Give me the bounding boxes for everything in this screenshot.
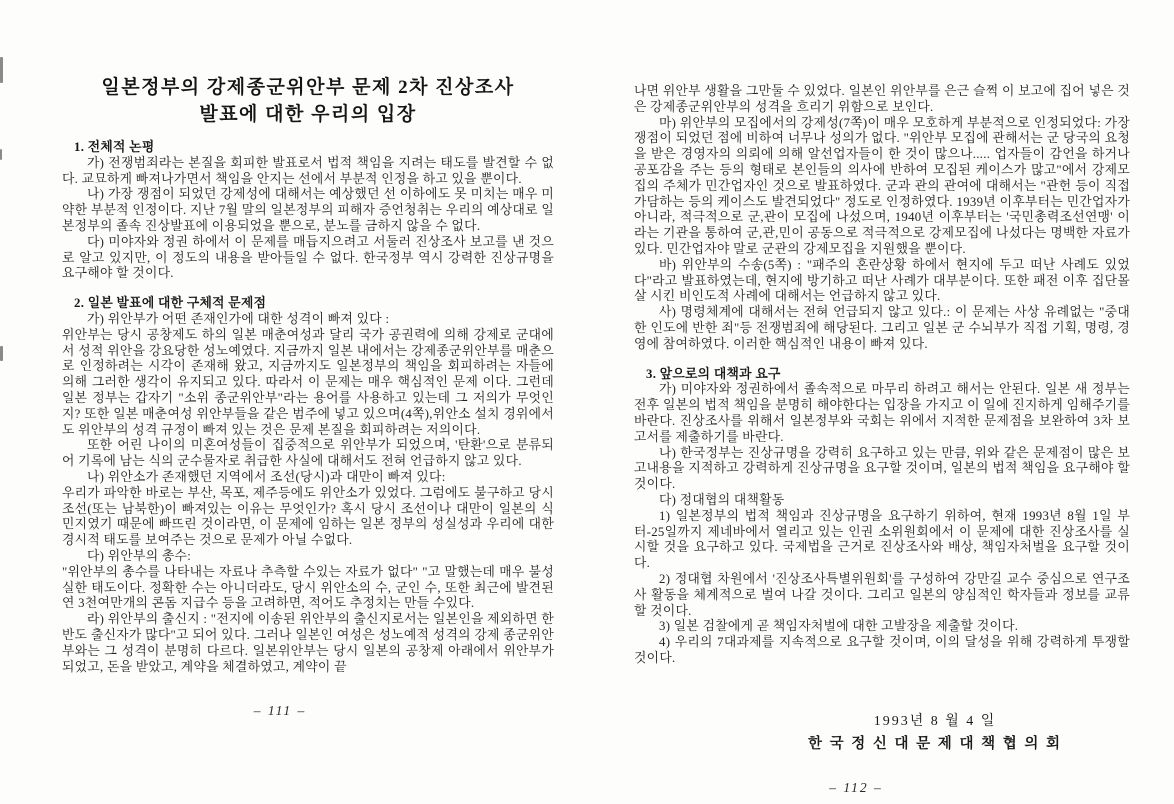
document-title-line1: 일본정부의 강제종군위안부 문제 2차 진상조사 [101, 77, 515, 98]
section-2-item-ma: 마) 위안부의 모집에서의 강제성(7쪽)이 매우 모호하게 부분적으로 인정되었다: 가장 쟁점이 되었던 점에 비하여 너무나 성의가 없다. "위안부 모집에 관해서는 군 당국의 요청을 받은 경영자의 의뢰에 의해 알선업자들이 한 것이 많으나..... 업자들이 감언을 하거나 공포감을 주는 등의 형태로 본인들의 의사에 반하여 모집된 케이스가 많고"에서 강제모집의 주체가 민간업자인 것으로 발표하였다. 군과 관의 관여에 대해서는 "관헌 등이 직접 가담하는 등의 케이스도 발견되었다" 정도로 인정하였다. 1939년 이후부터는 민간업자가 아니라, 적극적으로 군,관이 모집에 나섰으며, 1940년 이후부터는 '국민총력조선연맹' 이라는 기관을 통하여 군,관,민이 공동으로 적극적으로 강제모집에 나섰다는 명백한 자료가 있다. 민간업자야 말로 군관의 강제모집을 지원했을 뿐이다. [634, 115, 1130, 256]
date-line: 1993년 8 월 4 일 [873, 713, 997, 729]
section-3-heading: 3. 앞으로의 대책과 요구 [646, 366, 781, 381]
section-3-action-3: 3) 일본 검찰에게 곧 책임자처벌에 대한 고발장을 제출할 것이다. [659, 619, 1019, 634]
signature-block [687, 711, 1174, 756]
scan-artifact [0, 57, 3, 83]
section-2-item-ba: 바) 위안부의 수송(5쪽) : "패주의 혼란상황 하에서 현지에 두고 떠난 사례도 있었다"라고 발표하였는데, 현지에 방기하고 떠난 사례가 대부분이다. 또한 패전 이후 집단몰살 시킨 비인도적 사례에 대해서는 언급하지 않고 있다. [634, 257, 1130, 304]
page-right [634, 84, 1130, 796]
section-3-item-da: 다) 정대협의 대책활동 [659, 492, 785, 507]
section-2-item-ra-cont: 나면 위안부 생활을 그만둘 수 있었다. 일본인 위안부를 은근 슬쩍 이 보고에 집어 넣은 것은 강제종군위안부의 성격을 흐리기 위함으로 보인다. [634, 84, 1130, 114]
section-1-item-ga: 가) 전쟁범죄라는 본질을 회피한 발표로서 법적 책임을 지려는 태도를 발견할 수 없다. 교묘하게 빠져나가면서 책임을 안지는 선에서 부분적 인정을 하고 있을 뿐이다. [62, 155, 554, 186]
section-2-item-da-body: "위안부의 총수를 나타내는 자료나 추측할 수있는 자료가 없다" "고 말했는데 매우 불성실한 태도이다. 정확한 수는 아니더라도, 당시 위안소의 수, 군인 수, 또한 최근에 발견된 연 3천여만개의 콘돔 지급수 등을 고려하면, 적어도 추정치는 만들 수있다. [62, 564, 554, 611]
section-3-action-2: 2) 정대협 차원에서 '진상조사특별위원회'를 구성하여 강만길 교수 중심으로 연구조사 활동을 체계적으로 벌여 나갈 것이다. 그리고 일본의 양심적인 학자들과 정보를 교류할 것이다. [634, 571, 1130, 618]
section-2-item-ra: 라) 위안부의 출신지 : "전지에 이송된 위안부의 출신지로서는 일본인을 제외하면 한반도 출신자가 많다"고 되어 있다. 그러나 일본인 여성은 성노예적 성격의 강제 종군위안부와는 그 성격이 분명히 다르다. 일본위안부는 당시 일본의 공창제 아래에서 위안부가 되었고, 돈을 받았고, 계약을 체결하였고, 계약이 끝 [62, 612, 554, 674]
section-3-action-1: 1) 일본정부의 법적 책임과 진상규명을 요구하기 위하여, 현재 1993년 8월 1일 부터-25일까지 제네바에서 열리고 있는 인권 소위원회에서 이 문제에 대한 진상조사를 실시할 것을 요구하고 있다. 국제법을 근거로 진상조사와 배상, 책임자처벌을 요구할 것이다. [634, 508, 1130, 571]
section-3-item-na: 나) 한국정부는 진상규명을 강력히 요구하고 있는 만큼, 위와 같은 문제점이 많은 보고내용을 지적하고 강력하게 진상규명을 요구할 것이며, 일본의 법적 책임을 요구해야 할 것이다. [634, 445, 1130, 492]
section-2-item-na: 나) 위안소가 존재했던 지역에서 조선(당시)과 대만이 빠져 있다: [87, 469, 446, 484]
section-2-item-ga-body: 위안부는 당시 공창제도 하의 일본 매춘여성과 달리 국가 공권력에 의해 강제로 군대에서 성적 위안을 강요당한 성노예였다. 지금까지 일본 내에서는 강제종군위안부를 매춘으로 인정하려는 시각이 존재해 왔고, 지금까지도 일본정부의 책임을 회피하려는 자들에 의해 그러한 생각이 유지되고 있다. 따라서 이 문제는 매우 핵심적인 문제 이다. 그런데 일본 정부는 갑자기 "소위 종군위안부"라는 용어를 사용하고 있는데 그 저의가 무엇인지? 또한 일본 매춘여성 위안부들을 같은 범주에 넣고 있으며(4쪽),위안소 설치 경위에서도 위안부의 성격 규정이 빠져 있는 것은 문제 본질을 회피하려는 저의이다. [62, 327, 554, 437]
section-2-heading: 2. 일본 발표에 대한 구체적 문제점 [74, 296, 267, 311]
section-2-item-na-body: 우리가 파악한 바로는 부산, 목포, 제주등에도 위안소가 있었다. 그럼에도 불구하고 당시 조선(또는 남북한)이 빠져있는 이유는 무엇인가? 혹시 당시 조선이나 대만이 일본의 식민지였기 때문에 빠뜨린 것이라면, 이 문제에 임하는 일본 정부의 성실성과 우리에 대한 경시적 태도를 보여주는 것으로 문제가 아닐 수없다. [62, 485, 554, 548]
scan-artifact [0, 149, 2, 160]
section-2-item-ga-note: 또한 어린 나이의 미혼여성들이 집중적으로 위안부가 되었으며, '탄환'으로 분류되어 기록에 남는 식의 군수물자로 취급한 사실에 대해서도 전혀 언급하지 않고 있다. [62, 438, 554, 469]
page-number-112: – 112 – [829, 779, 883, 795]
section-3-action-4: 4) 우리의 7대과제를 지속적으로 요구할 것이며, 이의 달성을 위해 강력하게 투쟁할 것이다. [634, 635, 1130, 665]
organization-name: 한 국 정 신 대 문 제 대 책 협 의 회 [808, 735, 1062, 752]
section-2-item-ga: 가) 위안부가 어떤 존재인가에 대한 성격이 빠져 있다 : [87, 311, 390, 326]
document-title-line2: 발표에 대한 우리의 입장 [199, 104, 417, 125]
document-title [62, 74, 554, 128]
section-1-item-da: 다) 미야자와 정권 하에서 이 문제를 매듭지으려고 서둘러 진상조사 보고를 낸 것으로 알고 있지만, 이 정도의 내용을 받아들일 수 없다. 한국정부 역시 강력한 진상규명을 요구해야 할 것이다. [62, 234, 554, 281]
section-1-heading: 1. 전체적 논평 [74, 140, 155, 154]
section-2-item-sa: 사) 명령체계에 대해서는 전혀 언급되지 않고 있다.: 이 문제는 사상 유례없는 "중대한 인도에 반한 죄"등 전쟁범죄에 해당된다. 그리고 일본 군 수뇌부가 직접 기획, 명령, 경영에 참여하였다. 이러한 핵심적인 내용이 빠져 있다. [634, 305, 1130, 351]
scan-artifact [0, 346, 3, 361]
page-left [62, 74, 554, 719]
section-3-item-ga: 가) 미야자와 정권하에서 졸속적으로 마무리 하려고 해서는 안된다. 일본 새 정부는 전후 일본의 법적 책임을 분명히 해야한다는 입장을 가지고 이 일에 진지하게 임해주기를 바란다. 진상조사를 위해서 일본정부와 국회는 위에서 지적한 문제점을 보완하여 3차 보고서를 제출하기를 바란다. [634, 382, 1130, 444]
page-number-111: – 111 – [253, 703, 307, 719]
section-2-item-da: 다) 위안부의 총수: [87, 548, 192, 563]
section-1-item-na: 나) 가장 쟁점이 되었던 강제성에 대해서는 예상했던 선 이하에도 못 미치는 매우 미약한 부분적 인정이다. 지난 7월 말의 일본정부의 피해자 증언청취는 우리의 예상대로 일본정부의 졸속 진상발표에 이용되었을 뿐으로, 분노를 금하지 않을 수 없다. [62, 187, 554, 233]
